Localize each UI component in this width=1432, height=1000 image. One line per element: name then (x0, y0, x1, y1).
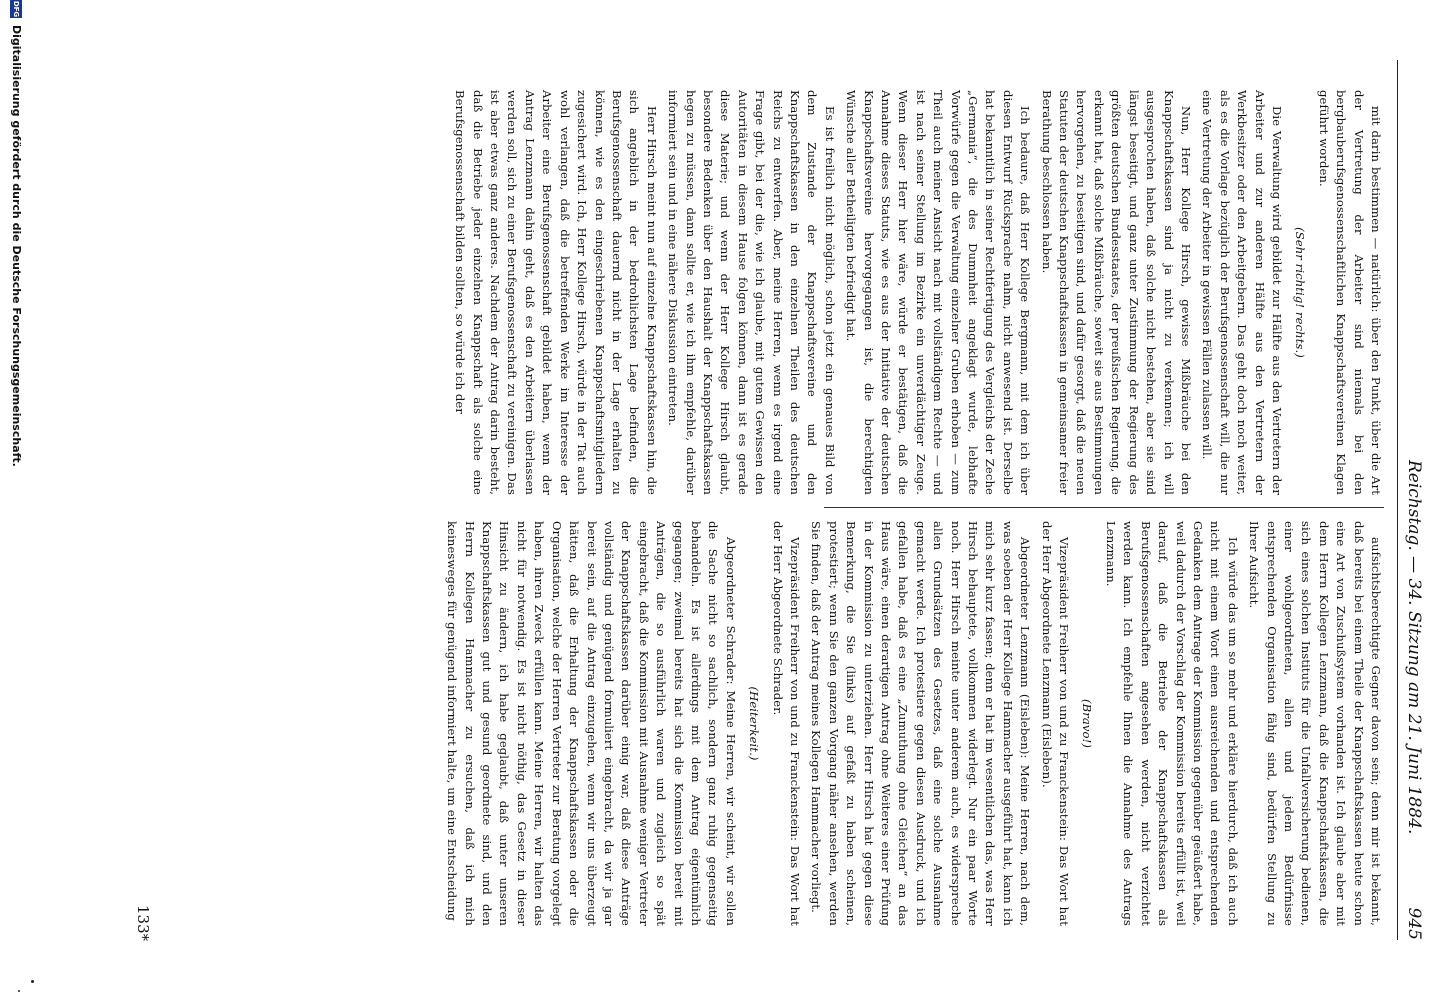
column-divider (824, 507, 1384, 508)
scan-speck (18, 990, 20, 992)
paragraph: Ich würde das um so mehr und erkläre hierdurch, daß ich auch nicht mit einem Wort einen ausreichenden und entsprechenden Gedanken dem Antrage der Kommission gegenüber geäußert habe, weil dadurch der Vorschlag der Kommission bereits erfüllt ist, weil darauf, daß die Betriebe der Knappschaftskassen als Berufsgenossenschaften angesehen werden, nicht verzichtet werden kann. Ich empfehle Ihnen die Annahme des Antrags Lenzmann. (1103, 521, 1240, 926)
paragraph: mit darin bestimmen — natürlich: über den Punkt, über die Art der Vertretung der Arbeiter sind niemals bei den bergbauberufsgenossenschaftlichen Knappschaftsvereinen Klagen geführt worden. (1316, 90, 1383, 495)
reaction-note: (Bravo!) (1080, 698, 1095, 748)
page-number: 945 (1404, 907, 1424, 940)
paragraph: Herr Hirsch meint nun auf einzelne Knappschaftskassen hin, die sich angeblich in der bedrohlichsten Lage befinden, die Berufsgenossenschaft dauernd nicht in der Lage erhalten zu können, wie es den eingeschriebenen Knappschaftsmitgliedern zugesichert wird. Ich, Herr Kollege Hirsch, würde in der Tat auch wohl verlangen, daß die betreffenden Werke im Interesse der Arbeiter eine Berufsgenossenschaft gebildet haben, wenn der Antrag Lenzmann dahin geht, daß es den Arbeitern überlassen werden soll, sich zu einer Berufsgenossenschaft zu vereinigen. Das ist aber etwas ganz anderes. Nachdem der Antrag darin besteht, daß die Betriebe jeder einzelnen Knappschaft als solche eine Berufsgenossenschaft bilden sollten, so würde ich der (453, 90, 659, 495)
session-title: Reichstag. — 34. Sitzung am 21. Juni 1884. (1404, 460, 1424, 835)
right-column (439, 521, 1384, 926)
speaker-paragraph: Abgeordneter Lenzmann (Eisleben): Meine Herren, nach dem, was soeben der Herr Kollege Hammacher ausgeführt hat, kann ich mich sehr kurz fassen; denn er hat im wesentlichen das, was Herr Hirsch behauptete, vollkommen widerlegt. Nur ein paar Worte noch. Herr Hirsch meinte unter anderem auch, es widerspreche allen Grundsätzen des Gesetzes, daß eine solche Ausnahme gemacht werde. Ich protestiere gegen diesen Ausdruck, und ich gefallen habe, daß es eine „Zumuthung ohne Gleichen“ an das Haus wäre, einen derartigen Antrag ohne Weiteres einer Prüfung in der Kommission zu unterziehen. Herr Hirsch hat gegen diese Bemerkung, die Sie (links) auf gefaßt zu haben scheinen, protestiert; wenn Sie den ganzen Vorgang näher ansehen, werden Sie finden, daß der Antrag meines Kollegen Hammacher vorliegt. (809, 521, 1033, 926)
dfg-logo-icon: DFG (12, 0, 20, 18)
paragraph: Nun, Herr Kollege Hirsch, gewisse Mißbräuche bei den Knappschaftskassen sind ja nicht zu verkennen; ich will ausgesprochen haben, daß solche nicht bestehen, aber sie sind längst beseitigt, und ganz unter Zustimmung der Regierung des größten deutschen Bundesstaates, der preußischen Regierung, die erkannt hat, daß solche Mißbräuche, soweit sie aus Bestimmungen hervorgehen, zu beseitigen sind, und dafür gesorgt, daß die neuen Statuten der deutschen Knappschaftskassen in gemeinsamer freier Berathung beschlossen haben. (1039, 90, 1193, 495)
left-column (447, 90, 1384, 495)
header-rule (1397, 60, 1398, 940)
paragraph: Es ist freilich nicht möglich, schon jetzt ein genaues Bild von dem Zustande der Knappschaftsvereine und den Knappschaftskassen in den einzelnen Theilen des deutschen Reichs zu entwerfen. Aber, meine Herren, wenn es irgend eine Frage gibt, bei der die, wie ich glaube, mit gutem Gewissen den Autoritäten in diesem Hause folgen können, dann ist es gerade diese Materie; und wenn der Herr Kollege Hirsch glaubt, besondere Bedenken über den Haushalt der Knappschaftskassen hegen zu müssen, dann sollte er, wie ich ihm empfehle, darüber informiert sein und in eine nähere Diskussion eintreten. (666, 90, 837, 495)
paragraph: aufsichtsberechtigte Gegner davon sein; denn mir ist bekannt, daß bereits bei einem Theile der Knappschaftskassen heute schon eine Art von Zuschußsystem vorhanden ist. Ich glaube aber mit dem Herrn Kollegen Lenzmann, daß die Knappschaftskassen, die sich eines solchen Instituts für die Unfallversicherung bedienen, einer wohlgeordneten, allen und jedem Bedürfnisse entsprechenden Organisation fähig sind, bedürfen Stellung zu Ihrer Aufsicht. (1247, 521, 1383, 926)
speaker-paragraph: Vizepräsident Freiherr von und zu Franckenstein: Das Wort hat der Herr Abgeordnete Schrader. (770, 521, 802, 926)
signature-mark: 133* (134, 905, 152, 942)
paragraph: Ich bedaure, daß Herr Kollege Bergmann, mit dem ich über diesen Entwurf Rücksprache nahm, nicht anwesend ist. Derselbe hat bekanntlich in seiner Rechtfertigung des Vergleichs der Zeche „Germania“, die des Dummheit angeklagt wurde, lebhafte Vorwürfe gegen die Verwaltung einzelner Gruben erhoben — zum Theil auch meiner Ansicht nach mit vollständigem Rechte — und ist nach seiner Stellung im Bezirke ein unverdächtiger Zeuge. Wenn dieser Herr hier wäre, würde er bestätigen, daß die Annahme dieses Statuts, wie es aus der Initiative der deutschen Knappschaftsvereine hervorgegangen ist, die berechtigten Wünsche aller Betheiligten befriedigt hat. (844, 90, 1033, 495)
speaker-paragraph: Abgeordneter Schrader: Meine Herren, wir scheint, wir sollen die Sache nicht so sachlich, sondern ganz ruhig gegenseitig behandeln. Es ist allerdings mit dem Antrag eigentümlich gegangen; zweimal bereits hat sich die Kommission bereit mit Anträgen, die so ausführlich waren und zugleich so spät eingebracht, daß die Kommission mit Ausnahme weniger Vertreter der Knappschaftskassen darüber einig war, daß diese Anträge vollständig und genügend formuliert eingebracht, da wir ja gar bereit sein, auf die Antrag einzugehen, wenn wir uns überzeugt hätten, daß die Erhaltung der Knappschaftskassen oder die Organisation, welche der Herren Vertreter zur Beratung vorgelegt haben, ihren Zweck erfüllen kann. Meine Herren, wir halten das nicht für notwendig. Es ist nicht nöthig, das Gesetz in dieser Hinsicht zu ändern, ich habe geglaubt, daß unter unseren Knappschaftskassen gut und gesund geordnete sind, und den Herrn Kollegen Hammacher zu ersuchen, daß ich mich keinesweges für genügend informiert halte, um eine Entscheidung (445, 521, 738, 926)
digitization-credit: Digitalisierung gefördert durch die Deutsche Forschungsgemeinschaft. (10, 25, 23, 467)
paragraph: Die Verwaltung wird gebildet zur Hälfte aus den Vertretern der Arbeiter und zur anderen Hälfte aus den Vertretern der Werkbesitzer oder den Arbeitgebern. Das geht doch noch weiter, als es die Vorlage bezüglich der Berufsgenossenschaft will, die nur eine Vertretung der Arbeiter in gewissen Fällen zulassen will. (1200, 90, 1284, 495)
reaction-note: (Sehr richtig! rechts.) (1293, 227, 1308, 358)
scan-speck (31, 980, 34, 983)
digitization-footer (3, 0, 27, 1000)
running-head (1400, 60, 1424, 940)
speaker-paragraph: Vizepräsident Freiherr von und zu Franckenstein: Das Wort hat der Herr Abgeordnete Lenzmann (Eisleben). (1039, 521, 1072, 926)
reaction-note: (Heiterkeit.) (747, 686, 762, 761)
